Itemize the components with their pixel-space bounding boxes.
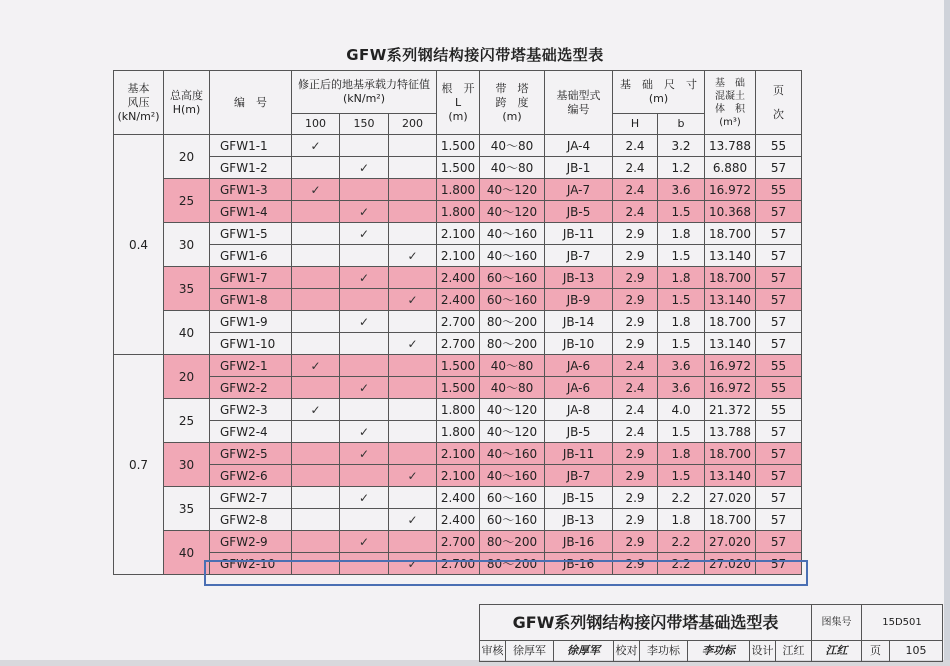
page-cell: 57 [756,223,802,245]
size-b-cell: 1.5 [658,421,705,443]
page-cell: 57 [756,487,802,509]
bearing-cell: ✓ [389,245,437,267]
root-open-cell: 2.400 [437,289,480,311]
bearing-cell [292,465,340,487]
header-bearing-150: 150 [340,114,389,135]
check-signature: 李功标 [688,641,750,661]
code-cell: GFW1-6 [210,245,292,267]
table-row [114,245,802,267]
foundation-type-cell: JB-16 [545,553,613,575]
foundation-type-cell: JB-11 [545,443,613,465]
root-open-cell: 1.800 [437,399,480,421]
concrete-volume-cell: 16.972 [705,377,756,399]
bearing-cell: ✓ [292,179,340,201]
bearing-cell [389,443,437,465]
table-body [114,135,802,575]
bearing-cell [292,311,340,333]
foundation-type-cell: JB-16 [545,531,613,553]
page-cell: 57 [756,421,802,443]
size-h-cell: 2.9 [613,487,658,509]
bearing-cell [389,311,437,333]
span-cell: 60～160 [480,289,545,311]
bearing-cell [389,531,437,553]
page-label: 页 [862,641,890,661]
code-cell: GFW1-5 [210,223,292,245]
root-open-cell: 2.100 [437,223,480,245]
size-b-cell: 3.6 [658,355,705,377]
size-h-cell: 2.4 [613,377,658,399]
root-open-cell: 2.700 [437,333,480,355]
span-cell: 80～200 [480,553,545,575]
size-b-cell: 1.8 [658,267,705,289]
size-b-cell: 1.5 [658,289,705,311]
header-bearing-100: 100 [292,114,340,135]
span-cell: 60～160 [480,267,545,289]
atlas-number: 15D501 [862,605,942,641]
code-cell: GFW2-8 [210,509,292,531]
header-foundation-type: 基础型式 编号 [545,71,613,135]
code-cell: GFW1-2 [210,157,292,179]
height-cell: 35 [164,267,210,311]
height-cell: 25 [164,179,210,223]
root-open-cell: 2.700 [437,553,480,575]
code-cell: GFW1-8 [210,289,292,311]
bearing-cell [389,135,437,157]
check-label: 校对 [614,641,640,661]
code-cell: GFW2-3 [210,399,292,421]
foundation-type-cell: JB-15 [545,487,613,509]
size-h-cell: 2.9 [613,443,658,465]
header-height: 总高度 H(m) [164,71,210,135]
table-row [114,201,802,223]
bearing-cell [340,509,389,531]
code-cell: GFW2-1 [210,355,292,377]
foundation-type-cell: JB-13 [545,267,613,289]
concrete-volume-cell: 21.372 [705,399,756,421]
bearing-cell [292,443,340,465]
bearing-cell [389,179,437,201]
size-h-cell: 2.4 [613,135,658,157]
bearing-cell [292,487,340,509]
size-h-cell: 2.9 [613,267,658,289]
span-cell: 60～160 [480,487,545,509]
bearing-cell: ✓ [292,135,340,157]
span-cell: 80～200 [480,311,545,333]
bearing-cell: ✓ [340,421,389,443]
bearing-cell [340,355,389,377]
concrete-volume-cell: 18.700 [705,509,756,531]
page-cell: 57 [756,553,802,575]
height-cell: 40 [164,311,210,355]
bearing-cell: ✓ [389,465,437,487]
title-block [479,604,943,662]
span-cell: 40～80 [480,157,545,179]
root-open-cell: 1.800 [437,179,480,201]
root-open-cell: 2.400 [437,487,480,509]
table-row [114,465,802,487]
header-wind-pressure: 基本 风压 (kN/m²) [114,71,164,135]
concrete-volume-cell: 13.140 [705,289,756,311]
foundation-type-cell: JA-4 [545,135,613,157]
page-cell: 57 [756,311,802,333]
concrete-volume-cell: 16.972 [705,355,756,377]
size-h-cell: 2.9 [613,333,658,355]
design-name: 江红 [776,641,812,661]
size-h-cell: 2.4 [613,157,658,179]
span-cell: 40～120 [480,421,545,443]
root-open-cell: 1.500 [437,355,480,377]
table-row [114,421,802,443]
review-name: 徐厚军 [506,641,554,661]
concrete-volume-cell: 13.140 [705,333,756,355]
concrete-volume-cell: 18.700 [705,311,756,333]
page-cell: 57 [756,509,802,531]
bearing-cell: ✓ [389,509,437,531]
bearing-cell [389,487,437,509]
code-cell: GFW2-10 [210,553,292,575]
bearing-cell: ✓ [292,399,340,421]
bearing-cell [389,355,437,377]
bearing-cell: ✓ [389,289,437,311]
bearing-cell [389,157,437,179]
span-cell: 80～200 [480,531,545,553]
concrete-volume-cell: 18.700 [705,223,756,245]
size-h-cell: 2.9 [613,223,658,245]
concrete-volume-cell: 27.020 [705,531,756,553]
foundation-type-cell: JB-9 [545,289,613,311]
table-row [114,399,802,421]
span-cell: 40～80 [480,135,545,157]
bearing-cell: ✓ [340,487,389,509]
root-open-cell: 1.500 [437,135,480,157]
bearing-cell [292,267,340,289]
review-signature: 徐厚军 [554,641,614,661]
foundation-type-cell: JA-6 [545,377,613,399]
size-b-cell: 1.8 [658,443,705,465]
code-cell: GFW1-10 [210,333,292,355]
size-b-cell: 1.5 [658,333,705,355]
concrete-volume-cell: 18.700 [705,267,756,289]
page-edge [944,0,950,666]
table-row [114,223,802,245]
bearing-cell: ✓ [340,531,389,553]
header-size-b: b [658,114,705,135]
foundation-type-cell: JA-7 [545,179,613,201]
header-bearing: 修正后的地基承载力特征值 (kN/m²) [292,71,437,114]
bearing-cell [292,333,340,355]
bearing-cell [340,399,389,421]
foundation-type-cell: JB-14 [545,311,613,333]
bearing-cell [389,223,437,245]
bearing-cell [292,377,340,399]
code-cell: GFW1-1 [210,135,292,157]
table-row [114,487,802,509]
selection-highlight [204,560,808,586]
root-open-cell: 2.700 [437,531,480,553]
code-cell: GFW1-4 [210,201,292,223]
page-cell: 57 [756,157,802,179]
bearing-cell [292,245,340,267]
bearing-cell [389,201,437,223]
foundation-type-cell: JB-1 [545,157,613,179]
size-h-cell: 2.9 [613,245,658,267]
foundation-type-cell: JB-5 [545,201,613,223]
header-root-open: 根 开 L (m) [437,71,480,135]
concrete-volume-cell: 18.700 [705,443,756,465]
span-cell: 40～160 [480,443,545,465]
bearing-cell [389,377,437,399]
bearing-cell: ✓ [340,223,389,245]
bearing-cell: ✓ [340,443,389,465]
page-cell: 57 [756,465,802,487]
bearing-cell [292,509,340,531]
bearing-cell [292,157,340,179]
root-open-cell: 2.100 [437,443,480,465]
bearing-cell: ✓ [340,311,389,333]
bearing-cell: ✓ [340,157,389,179]
span-cell: 40～80 [480,377,545,399]
page-cell: 57 [756,443,802,465]
size-b-cell: 1.2 [658,157,705,179]
height-cell: 30 [164,443,210,487]
size-b-cell: 1.8 [658,509,705,531]
page-number: 105 [905,644,927,657]
root-open-cell: 2.700 [437,311,480,333]
foundation-type-cell: JB-7 [545,245,613,267]
review-label: 审核 [480,641,506,661]
size-h-cell: 2.9 [613,553,658,575]
page-cell: 57 [756,201,802,223]
page-cell: 55 [756,135,802,157]
size-b-cell: 3.6 [658,377,705,399]
bearing-cell [292,201,340,223]
page-cell: 57 [756,333,802,355]
size-h-cell: 2.9 [613,311,658,333]
size-b-cell: 1.5 [658,245,705,267]
span-cell: 60～160 [480,509,545,531]
concrete-volume-cell: 13.140 [705,245,756,267]
size-b-cell: 1.5 [658,465,705,487]
size-b-cell: 4.0 [658,399,705,421]
bearing-cell [292,289,340,311]
page-cell: 57 [756,267,802,289]
design-signature: 江红 [812,641,862,661]
table-row [114,377,802,399]
concrete-volume-cell: 10.368 [705,201,756,223]
bearing-cell [340,245,389,267]
size-b-cell: 3.2 [658,135,705,157]
code-cell: GFW1-7 [210,267,292,289]
size-h-cell: 2.4 [613,421,658,443]
code-cell: GFW2-7 [210,487,292,509]
table-row [114,289,802,311]
page-cell: 57 [756,245,802,267]
foundation-type-cell: JB-13 [545,509,613,531]
size-h-cell: 2.9 [613,465,658,487]
selection-table [113,70,802,575]
size-h-cell: 2.4 [613,179,658,201]
span-cell: 40～160 [480,465,545,487]
header-concrete: 基 础 混凝土 体 积 (m³) [705,71,756,135]
size-b-cell: 1.5 [658,201,705,223]
bearing-cell: ✓ [340,377,389,399]
concrete-volume-cell: 13.788 [705,421,756,443]
page-cell: 55 [756,377,802,399]
bearing-cell [292,223,340,245]
header-span: 带 塔 跨 度 (m) [480,71,545,135]
size-b-cell: 2.2 [658,487,705,509]
bearing-cell: ✓ [340,267,389,289]
height-cell: 20 [164,355,210,399]
code-cell: GFW2-9 [210,531,292,553]
bearing-cell [340,135,389,157]
foundation-type-cell: JB-10 [545,333,613,355]
foundation-type-cell: JB-7 [545,465,613,487]
root-open-cell: 2.400 [437,509,480,531]
size-b-cell: 1.8 [658,311,705,333]
code-cell: GFW2-4 [210,421,292,443]
bearing-cell [292,531,340,553]
bearing-cell: ✓ [389,333,437,355]
size-b-cell: 3.6 [658,179,705,201]
check-name: 李功标 [640,641,688,661]
table-row [114,531,802,553]
header-foundation-size: 基 础 尺 寸 (m) [613,71,705,114]
table-row [114,179,802,201]
height-cell: 20 [164,135,210,179]
concrete-volume-cell: 13.140 [705,465,756,487]
code-cell: GFW2-5 [210,443,292,465]
height-cell: 25 [164,399,210,443]
foundation-type-cell: JA-6 [545,355,613,377]
root-open-cell: 2.100 [437,245,480,267]
wind-pressure-cell: 0.7 [114,355,164,575]
page-cell: 55 [756,179,802,201]
header-bearing-200: 200 [389,114,437,135]
size-h-cell: 2.9 [613,289,658,311]
size-b-cell: 2.2 [658,553,705,575]
bearing-cell: ✓ [389,553,437,575]
concrete-volume-cell: 13.788 [705,135,756,157]
table-row [114,157,802,179]
size-h-cell: 2.4 [613,201,658,223]
height-cell: 30 [164,223,210,267]
root-open-cell: 1.800 [437,201,480,223]
table-row [114,443,802,465]
atlas-label: 图集号 [812,605,862,641]
bearing-cell [340,179,389,201]
table-row [114,355,802,377]
bearing-cell [340,333,389,355]
code-cell: GFW2-2 [210,377,292,399]
title-block-title: GFW系列钢结构接闪带塔基础选型表 [480,605,812,641]
code-cell: GFW1-3 [210,179,292,201]
bearing-cell [389,399,437,421]
span-cell: 40～120 [480,399,545,421]
root-open-cell: 1.500 [437,377,480,399]
root-open-cell: 1.800 [437,421,480,443]
bearing-cell [389,267,437,289]
concrete-volume-cell: 27.020 [705,553,756,575]
bearing-cell [389,421,437,443]
size-h-cell: 2.9 [613,509,658,531]
page-title: GFW系列钢结构接闪带塔基础选型表 [346,46,604,64]
concrete-volume-cell: 16.972 [705,179,756,201]
root-open-cell: 1.500 [437,157,480,179]
size-b-cell: 1.8 [658,223,705,245]
table-row [114,509,802,531]
foundation-type-cell: JB-5 [545,421,613,443]
height-cell: 35 [164,487,210,531]
span-cell: 40～160 [480,223,545,245]
size-b-cell: 2.2 [658,531,705,553]
span-cell: 40～160 [480,245,545,267]
root-open-cell: 2.400 [437,267,480,289]
size-h-cell: 2.9 [613,531,658,553]
table-row [114,311,802,333]
span-cell: 40～120 [480,179,545,201]
bearing-cell: ✓ [292,355,340,377]
header-page: 页 次 [756,71,802,135]
concrete-volume-cell: 6.880 [705,157,756,179]
span-cell: 40～80 [480,355,545,377]
table-row [114,333,802,355]
size-h-cell: 2.4 [613,355,658,377]
bearing-cell: ✓ [340,201,389,223]
code-cell: GFW2-6 [210,465,292,487]
foundation-type-cell: JB-11 [545,223,613,245]
page-cell: 57 [756,289,802,311]
design-label: 设计 [750,641,776,661]
code-cell: GFW1-9 [210,311,292,333]
table-row [114,267,802,289]
height-cell: 40 [164,531,210,575]
page-cell: 55 [756,399,802,421]
wind-pressure-cell: 0.4 [114,135,164,355]
bearing-cell [340,465,389,487]
bearing-cell [292,421,340,443]
page-cell: 55 [756,355,802,377]
span-cell: 40～120 [480,201,545,223]
foundation-type-cell: JA-8 [545,399,613,421]
root-open-cell: 2.100 [437,465,480,487]
concrete-volume-cell: 27.020 [705,487,756,509]
span-cell: 80～200 [480,333,545,355]
bearing-cell [340,289,389,311]
size-h-cell: 2.4 [613,399,658,421]
table-row [114,135,802,157]
header-size-h: H [613,114,658,135]
page-cell: 57 [756,531,802,553]
header-code: 编 号 [210,71,292,135]
title-block-signatures [480,641,942,661]
